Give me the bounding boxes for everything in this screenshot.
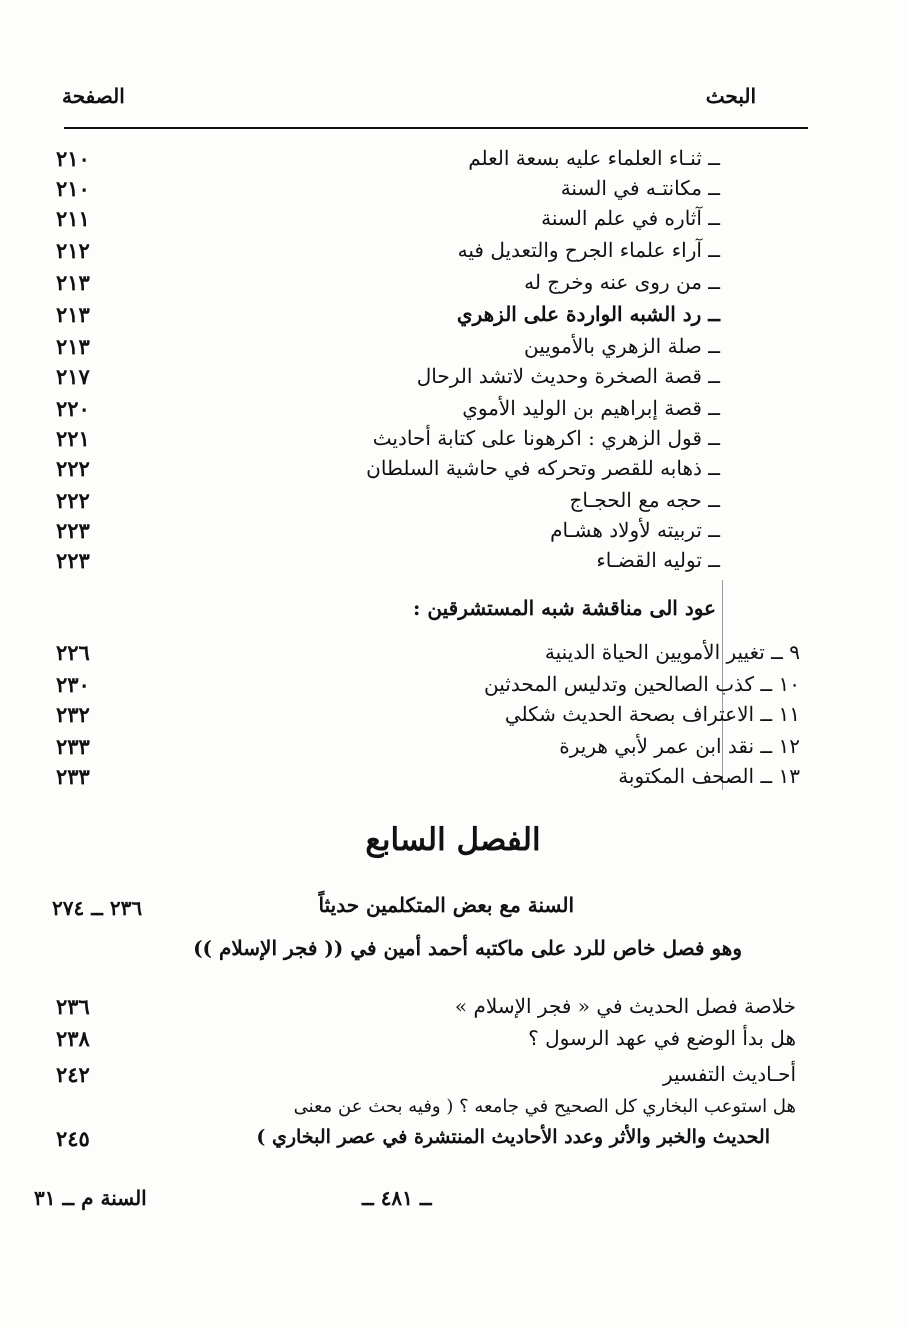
toc-row: هل بدأ الوضع في عهد الرسول ؟ ٢٣٨ (56, 1026, 796, 1051)
toc-row: ــ حجه مع الحجـاج ٢٢٢ (56, 488, 720, 513)
toc-row: ــ ذهابه للقصر وتحركه في حاشية السلطان ٢٢٢ (56, 456, 720, 481)
toc-row: ــ توليه القضـاء ٢٢٣ (56, 548, 720, 573)
section-page-range: ٢٣٦ ــ ٢٧٤ (52, 896, 143, 920)
toc-note-line-2: الحديث والخبر والأثر وعدد الأحاديث المنتشرة في عصر البخاري ) (256, 1126, 770, 1148)
toc-row: ــ صلة الزهري بالأمويين ٢١٣ (56, 334, 720, 359)
toc-row: ١٣ ــ الصحف المكتوبة ٢٣٣ (56, 764, 800, 789)
toc-row: ١٢ ــ نقد ابن عمر لأبي هريرة ٢٣٣ (56, 734, 800, 759)
toc-row: ــ رد الشبه الواردة على الزهري ٢١٣ (56, 302, 720, 327)
chapter-title: الفصل السابع (365, 822, 541, 858)
toc-row: ــ قصة إبراهيم بن الوليد الأموي ٢٢٠ (56, 396, 720, 421)
toc-row: ــ من روى عنه وخرج له ٢١٣ (56, 270, 720, 295)
page-number: ــ ٤٨١ ــ (362, 1186, 432, 1210)
toc-row: ١٠ ــ كذب الصالحين وتدليس المحدثين ٢٣٠ (56, 672, 800, 697)
header-topic: البحث (705, 84, 756, 108)
toc-note-page: ٢٤٥ (56, 1126, 90, 1151)
toc-row: ٩ ــ تغيير الأمويين الحياة الدينية ٢٢٦ (56, 640, 800, 665)
toc-row: ــ آثاره في علم السنة ٢١١ (56, 206, 720, 231)
toc-row: ــ آراء علماء الجرح والتعديل فيه ٢١٢ (56, 238, 720, 263)
toc-row: خلاصة فصل الحديث في « فجر الإسلام » ٢٣٦ (56, 994, 796, 1019)
toc-row: ١١ ــ الاعتراف بصحة الحديث شكلي ٢٣٢ (56, 702, 800, 727)
toc-row: ــ مكانتـه في السنة ٢١٠ (56, 176, 720, 201)
section-subtitle: وهو فصل خاص للرد على ماكتبه أحمد أمين في (( فجر الإسلام )) (193, 936, 742, 960)
header-rule (64, 127, 808, 129)
section-title: السنة مع بعض المتكلمين حديثاً (318, 893, 574, 917)
toc-row: أحـاديث التفسير ٢٤٢ (56, 1062, 796, 1087)
toc-row: ــ قول الزهري : اكرهونا على كتابة أحاديث ٢٢١ (56, 426, 720, 451)
header-page: الصفحة (62, 84, 125, 108)
footer-signature: السنة م ــ ٣١ (34, 1186, 147, 1210)
toc-row: ــ ثنـاء العلماء عليه بسعة العلم ٢١٠ (56, 146, 720, 171)
toc-row: ــ قصة الصخرة وحديث لاتشد الرحال ٢١٧ (56, 364, 720, 389)
toc-row: ــ تربيته لأولاد هشـام ٢٢٣ (56, 518, 720, 543)
toc-note-line-1: هل استوعب البخاري كل الصحيح في جامعه ؟ ( وفيه بحث عن معنى (293, 1096, 796, 1117)
section-subheading: عود الى مناقشة شبه المستشرقين : (413, 596, 716, 620)
